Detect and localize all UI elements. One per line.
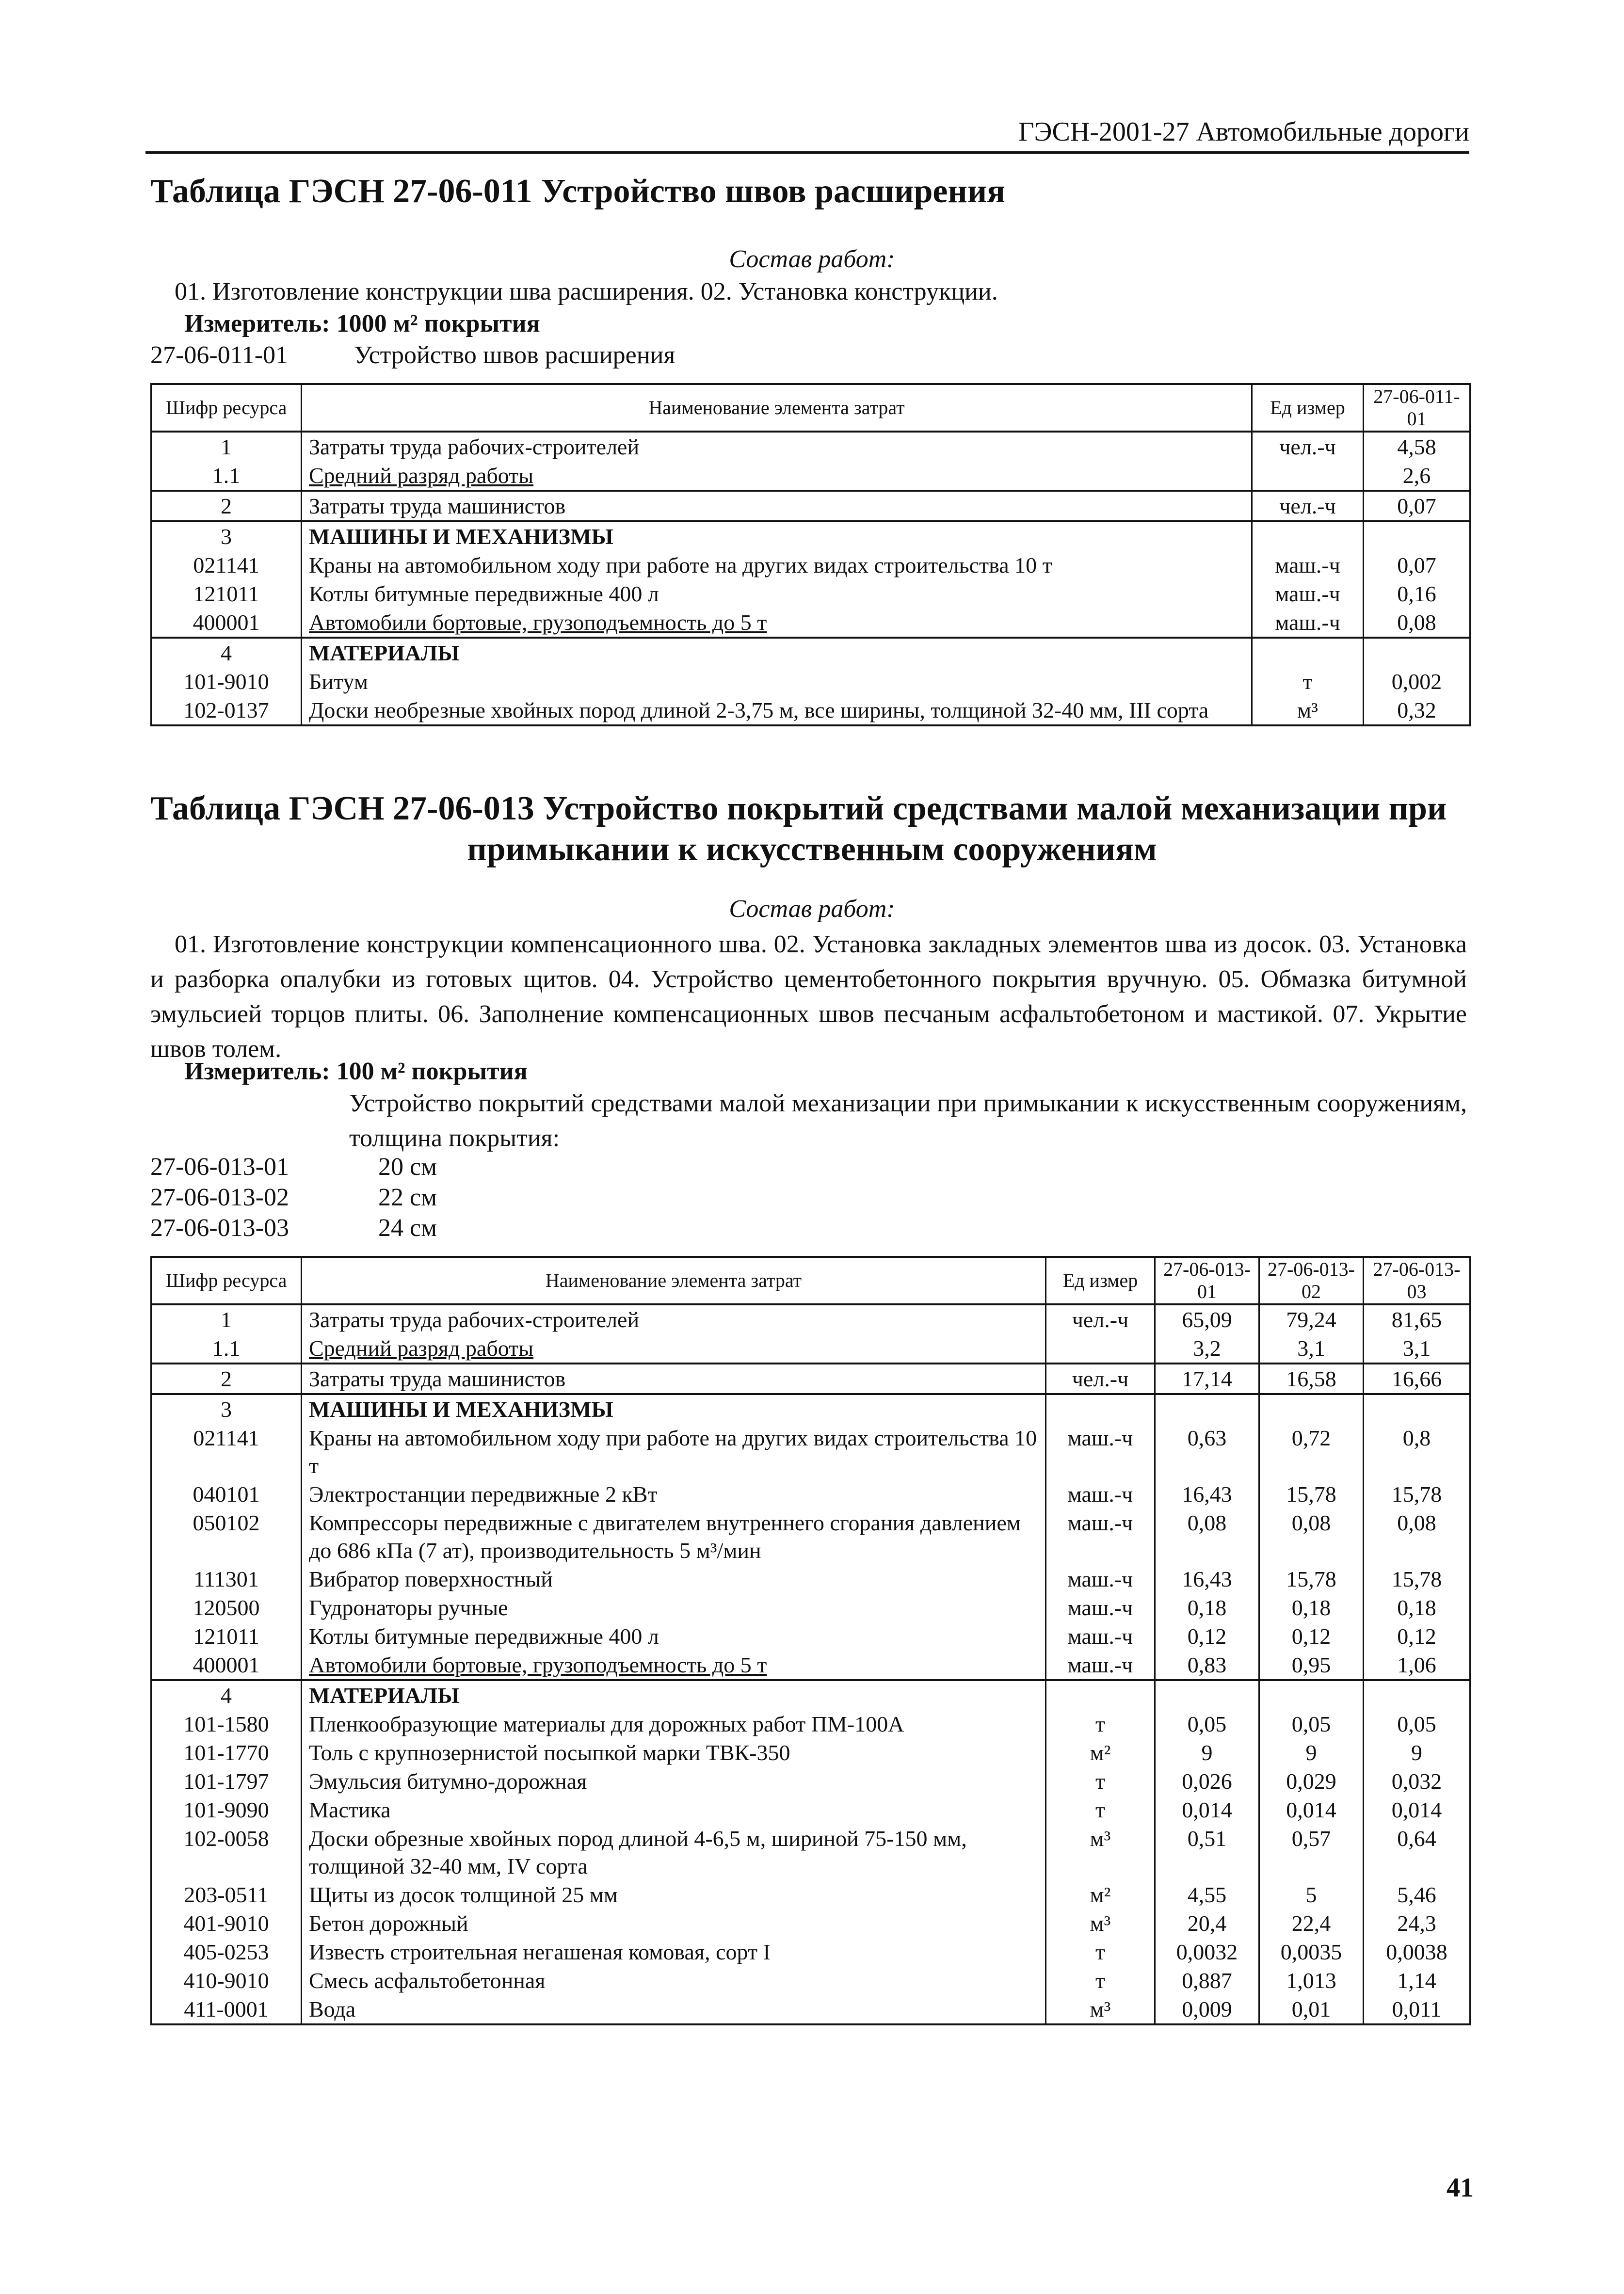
table1-measure xyxy=(184,309,540,338)
resource-name: Котлы битумные передвижные 400 л xyxy=(302,1622,1046,1651)
resource-name: Компрессоры передвижные с двигателем внутреннего сгорания давлением до 686 кПа (7 ат), производительность 5 м³/мин xyxy=(302,1508,1046,1565)
unit-cell: т xyxy=(1046,1796,1155,1824)
resource-code: 121011 xyxy=(151,579,302,608)
value-cell: 0,12 xyxy=(1259,1622,1364,1651)
value-cell: 81,65 xyxy=(1364,1304,1470,1334)
resource-table-1 xyxy=(150,383,1471,726)
table1-title: Таблица ГЭСН 27-06-011 Устройство швов расширения xyxy=(150,173,1006,210)
column-header: Наименование элемента затрат xyxy=(302,384,1252,432)
value-cell: 0,0035 xyxy=(1259,1938,1364,1966)
value-cell xyxy=(1155,1680,1259,1710)
resource-name: Смесь асфальтобетонная xyxy=(302,1966,1046,1995)
unit-cell: чел.-ч xyxy=(1252,432,1364,461)
column-header: Наименование элемента затрат xyxy=(302,1257,1046,1304)
table-row xyxy=(151,1480,1470,1508)
value-cell: 0,0032 xyxy=(1155,1938,1259,1966)
value-cell: 79,24 xyxy=(1259,1304,1364,1334)
value-cell: 0,032 xyxy=(1364,1767,1470,1796)
resource-name: Котлы битумные передвижные 400 л xyxy=(302,579,1252,608)
table2-title-line1: Таблица ГЭСН 27-06-013 Устройство покрытий средствами малой механизации при xyxy=(150,790,1447,827)
unit-cell xyxy=(1046,1394,1155,1424)
value-cell: 17,14 xyxy=(1155,1364,1259,1394)
table-row xyxy=(151,667,1470,696)
resource-code: 400001 xyxy=(151,608,302,638)
value-cell: 0,026 xyxy=(1155,1767,1259,1796)
variant-value: 24 см xyxy=(378,1214,437,1242)
value-cell: 22,4 xyxy=(1259,1909,1364,1938)
unit-cell: м² xyxy=(1046,1880,1155,1909)
resource-code: 102-0137 xyxy=(151,696,302,725)
unit-cell: маш.-ч xyxy=(1046,1622,1155,1651)
value-cell: 15,78 xyxy=(1259,1565,1364,1593)
column-header: 27-06-013-03 xyxy=(1364,1257,1470,1304)
resource-name: Битум xyxy=(302,667,1252,696)
table2-group-desc: Устройство покрытий средствами малой механизации при примыкании к искусственным сооружениям, толщина покрытия: xyxy=(349,1090,1467,1152)
running-header: ГЭСН-2001-27 Автомобильные дороги xyxy=(145,116,1469,154)
unit-cell: чел.-ч xyxy=(1046,1304,1155,1334)
table-row xyxy=(151,1334,1470,1364)
resource-name: Средний разряд работы xyxy=(302,461,1252,491)
resource-code: 120500 xyxy=(151,1593,302,1622)
value-cell xyxy=(1364,521,1470,551)
resource-name: Щиты из досок толщиной 25 мм xyxy=(302,1880,1046,1909)
value-cell: 0,014 xyxy=(1155,1796,1259,1824)
unit-cell: т xyxy=(1046,1938,1155,1966)
resource-code: 2 xyxy=(151,1364,302,1394)
resource-code: 101-1797 xyxy=(151,1767,302,1796)
value-cell: 5,46 xyxy=(1364,1880,1470,1909)
resource-code: 4 xyxy=(151,638,302,667)
resource-code: 021141 xyxy=(151,551,302,579)
variant-value: 22 см xyxy=(378,1184,437,1211)
value-cell xyxy=(1259,1394,1364,1424)
table-row xyxy=(151,521,1470,551)
value-cell: 20,4 xyxy=(1155,1909,1259,1938)
value-cell: 0,08 xyxy=(1364,608,1470,638)
table-row xyxy=(151,696,1470,725)
value-cell xyxy=(1155,1394,1259,1424)
table2-measure xyxy=(184,1057,528,1086)
value-cell: 0,32 xyxy=(1364,696,1470,725)
resource-code: 203-0511 xyxy=(151,1880,302,1909)
value-cell: 0,0038 xyxy=(1364,1938,1470,1966)
unit-cell: маш.-ч xyxy=(1252,608,1364,638)
resource-name: Вибратор поверхностный xyxy=(302,1565,1046,1593)
resource-name: Гудронаторы ручные xyxy=(302,1593,1046,1622)
column-header: 27-06-013-02 xyxy=(1259,1257,1364,1304)
value-cell: 16,66 xyxy=(1364,1364,1470,1394)
unit-cell: маш.-ч xyxy=(1046,1508,1155,1565)
table1-measure-value: 1000 м² покрытия xyxy=(336,310,540,337)
page-number: 41 xyxy=(1447,2173,1474,2203)
table-row xyxy=(151,1304,1470,1334)
resource-name: МАТЕРИАЛЫ xyxy=(302,638,1252,667)
resource-code: 111301 xyxy=(151,1565,302,1593)
resource-code: 2 xyxy=(151,491,302,521)
resource-code: 102-0058 xyxy=(151,1824,302,1880)
value-cell: 0,63 xyxy=(1155,1424,1259,1480)
resource-code: 050102 xyxy=(151,1508,302,1565)
resource-name: Пленкообразующие материалы для дорожных работ ПМ-100А xyxy=(302,1710,1046,1738)
unit-cell: маш.-ч xyxy=(1046,1651,1155,1680)
value-cell: 3,2 xyxy=(1155,1334,1259,1364)
unit-cell xyxy=(1252,461,1364,491)
value-cell: 3,1 xyxy=(1259,1334,1364,1364)
value-cell xyxy=(1364,1680,1470,1710)
unit-cell: чел.-ч xyxy=(1252,491,1364,521)
value-cell: 0,18 xyxy=(1259,1593,1364,1622)
resource-name: Автомобили бортовые, грузоподъемность до 5 т xyxy=(302,608,1252,638)
resource-code: 405-0253 xyxy=(151,1938,302,1966)
table-row xyxy=(151,1824,1470,1880)
variant-value: 20 см xyxy=(378,1153,437,1181)
value-cell: 15,78 xyxy=(1364,1565,1470,1593)
value-cell: 0,014 xyxy=(1259,1796,1364,1824)
value-cell: 16,58 xyxy=(1259,1364,1364,1394)
resource-name: Вода xyxy=(302,1995,1046,2024)
table-row xyxy=(151,1995,1470,2024)
value-cell: 2,6 xyxy=(1364,461,1470,491)
header-row xyxy=(151,384,1470,432)
value-cell: 0,01 xyxy=(1259,1995,1364,2024)
table-row xyxy=(151,1796,1470,1824)
variant-code: 27-06-013-03 xyxy=(150,1214,289,1242)
unit-cell: маш.-ч xyxy=(1046,1593,1155,1622)
value-cell: 0,95 xyxy=(1259,1651,1364,1680)
table-row xyxy=(151,1622,1470,1651)
resource-code: 101-1580 xyxy=(151,1710,302,1738)
value-cell xyxy=(1259,1680,1364,1710)
unit-cell: маш.-ч xyxy=(1046,1424,1155,1480)
column-header: Ед измер xyxy=(1252,384,1364,432)
column-header: 27-06-011-01 xyxy=(1364,384,1470,432)
value-cell: 1,06 xyxy=(1364,1651,1470,1680)
variant-code: 27-06-013-01 xyxy=(150,1153,289,1181)
table1-composition-label: Состав работ: xyxy=(729,245,895,273)
resource-name: Толь с крупнозернистой посыпкой марки ТВК-350 xyxy=(302,1738,1046,1767)
resource-name: Бетон дорожный xyxy=(302,1909,1046,1938)
resource-name: Краны на автомобильном ходу при работе на других видах строительства 10 т xyxy=(302,1424,1046,1480)
value-cell: 0,009 xyxy=(1155,1995,1259,2024)
table1-measure-label: Измеритель: xyxy=(184,310,330,337)
resource-code: 1 xyxy=(151,1304,302,1334)
value-cell: 65,09 xyxy=(1155,1304,1259,1334)
table-row xyxy=(151,1680,1470,1710)
resource-code: 1.1 xyxy=(151,1334,302,1364)
resource-code: 101-9010 xyxy=(151,667,302,696)
table-row xyxy=(151,1565,1470,1593)
resource-code: 3 xyxy=(151,521,302,551)
value-cell: 0,12 xyxy=(1364,1622,1470,1651)
value-cell: 16,43 xyxy=(1155,1480,1259,1508)
resource-name: Автомобили бортовые, грузоподъемность до 5 т xyxy=(302,1651,1046,1680)
resource-code: 411-0001 xyxy=(151,1995,302,2024)
table-row xyxy=(151,638,1470,667)
resource-code: 1 xyxy=(151,432,302,461)
resource-name: Затраты труда рабочих-строителей xyxy=(302,1304,1046,1334)
value-cell: 0,12 xyxy=(1155,1622,1259,1651)
resource-name: Доски необрезные хвойных пород длиной 2-3,75 м, все ширины, толщиной 32-40 мм, III сорта xyxy=(302,696,1252,725)
resource-code: 040101 xyxy=(151,1480,302,1508)
unit-cell: т xyxy=(1046,1710,1155,1738)
unit-cell xyxy=(1252,638,1364,667)
unit-cell: м³ xyxy=(1046,1909,1155,1938)
resource-code: 101-1770 xyxy=(151,1738,302,1767)
value-cell: 0,05 xyxy=(1259,1710,1364,1738)
unit-cell: т xyxy=(1046,1767,1155,1796)
table-row xyxy=(151,1738,1470,1767)
table-row xyxy=(151,1880,1470,1909)
value-cell: 9 xyxy=(1259,1738,1364,1767)
value-cell: 0,57 xyxy=(1259,1824,1364,1880)
unit-cell: маш.-ч xyxy=(1046,1565,1155,1593)
table-row xyxy=(151,432,1470,461)
value-cell: 0,014 xyxy=(1364,1796,1470,1824)
table2-measure-value: 100 м² покрытия xyxy=(336,1058,528,1085)
table-row xyxy=(151,1424,1470,1480)
value-cell: 1,013 xyxy=(1259,1966,1364,1995)
value-cell: 0,887 xyxy=(1155,1966,1259,1995)
table-row xyxy=(151,1909,1470,1938)
value-cell: 0,18 xyxy=(1364,1593,1470,1622)
unit-cell: маш.-ч xyxy=(1252,551,1364,579)
column-header: Шифр ресурса xyxy=(151,384,302,432)
table2-measure-label: Измеритель: xyxy=(184,1058,330,1085)
resource-code: 4 xyxy=(151,1680,302,1710)
value-cell: 0,08 xyxy=(1259,1508,1364,1565)
value-cell: 0,18 xyxy=(1155,1593,1259,1622)
resource-name: Доски обрезные хвойных пород длиной 4-6,5 м, шириной 75-150 мм, толщиной 32-40 мм, IV сорта xyxy=(302,1824,1046,1880)
value-cell: 0,08 xyxy=(1155,1508,1259,1565)
value-cell: 0,72 xyxy=(1259,1424,1364,1480)
resource-code: 401-9010 xyxy=(151,1909,302,1938)
value-cell: 0,029 xyxy=(1259,1767,1364,1796)
column-header: 27-06-013-01 xyxy=(1155,1257,1259,1304)
value-cell: 24,3 xyxy=(1364,1909,1470,1938)
resource-code: 021141 xyxy=(151,1424,302,1480)
table-row xyxy=(151,1364,1470,1394)
unit-cell: маш.-ч xyxy=(1046,1480,1155,1508)
resource-name: Затраты труда машинистов xyxy=(302,491,1252,521)
table2-composition-text: 01. Изготовление конструкции компенсационного шва. 02. Установка закладных элементов шва из досок. 03. Установка и разборка опалубки из готовых щитов. 04. Устройство цементобетонного покрытия вручную. 05. Обмазка битумной эмульсией торцов плиты. 06. Заполнение компенсационных швов песчаным асфальтобетоном и мастикой. 07. Укрытие швов толем. xyxy=(150,930,1467,1063)
unit-cell: м² xyxy=(1046,1738,1155,1767)
column-header: Шифр ресурса xyxy=(151,1257,302,1304)
value-cell: 4,55 xyxy=(1155,1880,1259,1909)
table1-code: 27-06-011-01 xyxy=(150,341,289,369)
value-cell: 0,8 xyxy=(1364,1424,1470,1480)
unit-cell xyxy=(1252,521,1364,551)
table-row xyxy=(151,1966,1470,1995)
value-cell: 9 xyxy=(1155,1738,1259,1767)
resource-name: МАШИНЫ И МЕХАНИЗМЫ xyxy=(302,521,1252,551)
resource-name: МАТЕРИАЛЫ xyxy=(302,1680,1046,1710)
table-row xyxy=(151,491,1470,521)
table-row xyxy=(151,1767,1470,1796)
resource-name: Затраты труда рабочих-строителей xyxy=(302,432,1252,461)
resource-code: 101-9090 xyxy=(151,1796,302,1824)
resource-name: МАШИНЫ И МЕХАНИЗМЫ xyxy=(302,1394,1046,1424)
unit-cell: маш.-ч xyxy=(1252,579,1364,608)
value-cell: 3,1 xyxy=(1364,1334,1470,1364)
value-cell xyxy=(1364,1394,1470,1424)
table1-composition-text: 01. Изготовление конструкции шва расширения. 02. Установка конструкции. xyxy=(175,278,998,305)
resource-name: Эмульсия битумно-дорожная xyxy=(302,1767,1046,1796)
value-cell: 0,05 xyxy=(1364,1710,1470,1738)
resource-code: 1.1 xyxy=(151,461,302,491)
table1-code-desc: Устройство швов расширения xyxy=(354,341,675,369)
resource-code: 400001 xyxy=(151,1651,302,1680)
value-cell: 0,07 xyxy=(1364,551,1470,579)
unit-cell: м³ xyxy=(1046,1995,1155,2024)
unit-cell: м³ xyxy=(1252,696,1364,725)
variant-code: 27-06-013-02 xyxy=(150,1184,289,1211)
value-cell: 0,83 xyxy=(1155,1651,1259,1680)
resource-name: Средний разряд работы xyxy=(302,1334,1046,1364)
table-row xyxy=(151,1593,1470,1622)
table-row xyxy=(151,1938,1470,1966)
value-cell: 0,16 xyxy=(1364,579,1470,608)
value-cell: 0,08 xyxy=(1364,1508,1470,1565)
table-row xyxy=(151,579,1470,608)
table-row xyxy=(151,1710,1470,1738)
resource-name: Краны на автомобильном ходу при работе на других видах строительства 10 т xyxy=(302,551,1252,579)
value-cell: 5 xyxy=(1259,1880,1364,1909)
resource-name: Известь строительная негашеная комовая, сорт I xyxy=(302,1938,1046,1966)
value-cell: 4,58 xyxy=(1364,432,1470,461)
column-header: Ед измер xyxy=(1046,1257,1155,1304)
value-cell: 0,64 xyxy=(1364,1824,1470,1880)
table-row xyxy=(151,461,1470,491)
value-cell: 1,14 xyxy=(1364,1966,1470,1995)
unit-cell: м³ xyxy=(1046,1824,1155,1880)
resource-code: 121011 xyxy=(151,1622,302,1651)
value-cell: 9 xyxy=(1364,1738,1470,1767)
value-cell xyxy=(1364,638,1470,667)
value-cell: 15,78 xyxy=(1364,1480,1470,1508)
resource-name: Электростанции передвижные 2 кВт xyxy=(302,1480,1046,1508)
resource-code: 3 xyxy=(151,1394,302,1424)
unit-cell xyxy=(1046,1334,1155,1364)
resource-name: Затраты труда машинистов xyxy=(302,1364,1046,1394)
value-cell: 15,78 xyxy=(1259,1480,1364,1508)
value-cell: 0,07 xyxy=(1364,491,1470,521)
resource-name: Мастика xyxy=(302,1796,1046,1824)
table2-composition-label: Состав работ: xyxy=(729,895,895,923)
unit-cell: чел.-ч xyxy=(1046,1364,1155,1394)
unit-cell: т xyxy=(1046,1966,1155,1995)
value-cell: 0,011 xyxy=(1364,1995,1470,2024)
table-row xyxy=(151,1394,1470,1424)
value-cell: 0,002 xyxy=(1364,667,1470,696)
table-row xyxy=(151,1508,1470,1565)
table-row xyxy=(151,608,1470,638)
unit-cell xyxy=(1046,1680,1155,1710)
header-row xyxy=(151,1257,1470,1304)
value-cell: 0,05 xyxy=(1155,1710,1259,1738)
table2-title-line2: примыкании к искусственным сооружениям xyxy=(467,831,1157,868)
value-cell: 16,43 xyxy=(1155,1565,1259,1593)
resource-table-2 xyxy=(150,1256,1471,2025)
table-row xyxy=(151,551,1470,579)
resource-code: 410-9010 xyxy=(151,1966,302,1995)
table-row xyxy=(151,1651,1470,1680)
unit-cell: т xyxy=(1252,667,1364,696)
value-cell: 0,51 xyxy=(1155,1824,1259,1880)
